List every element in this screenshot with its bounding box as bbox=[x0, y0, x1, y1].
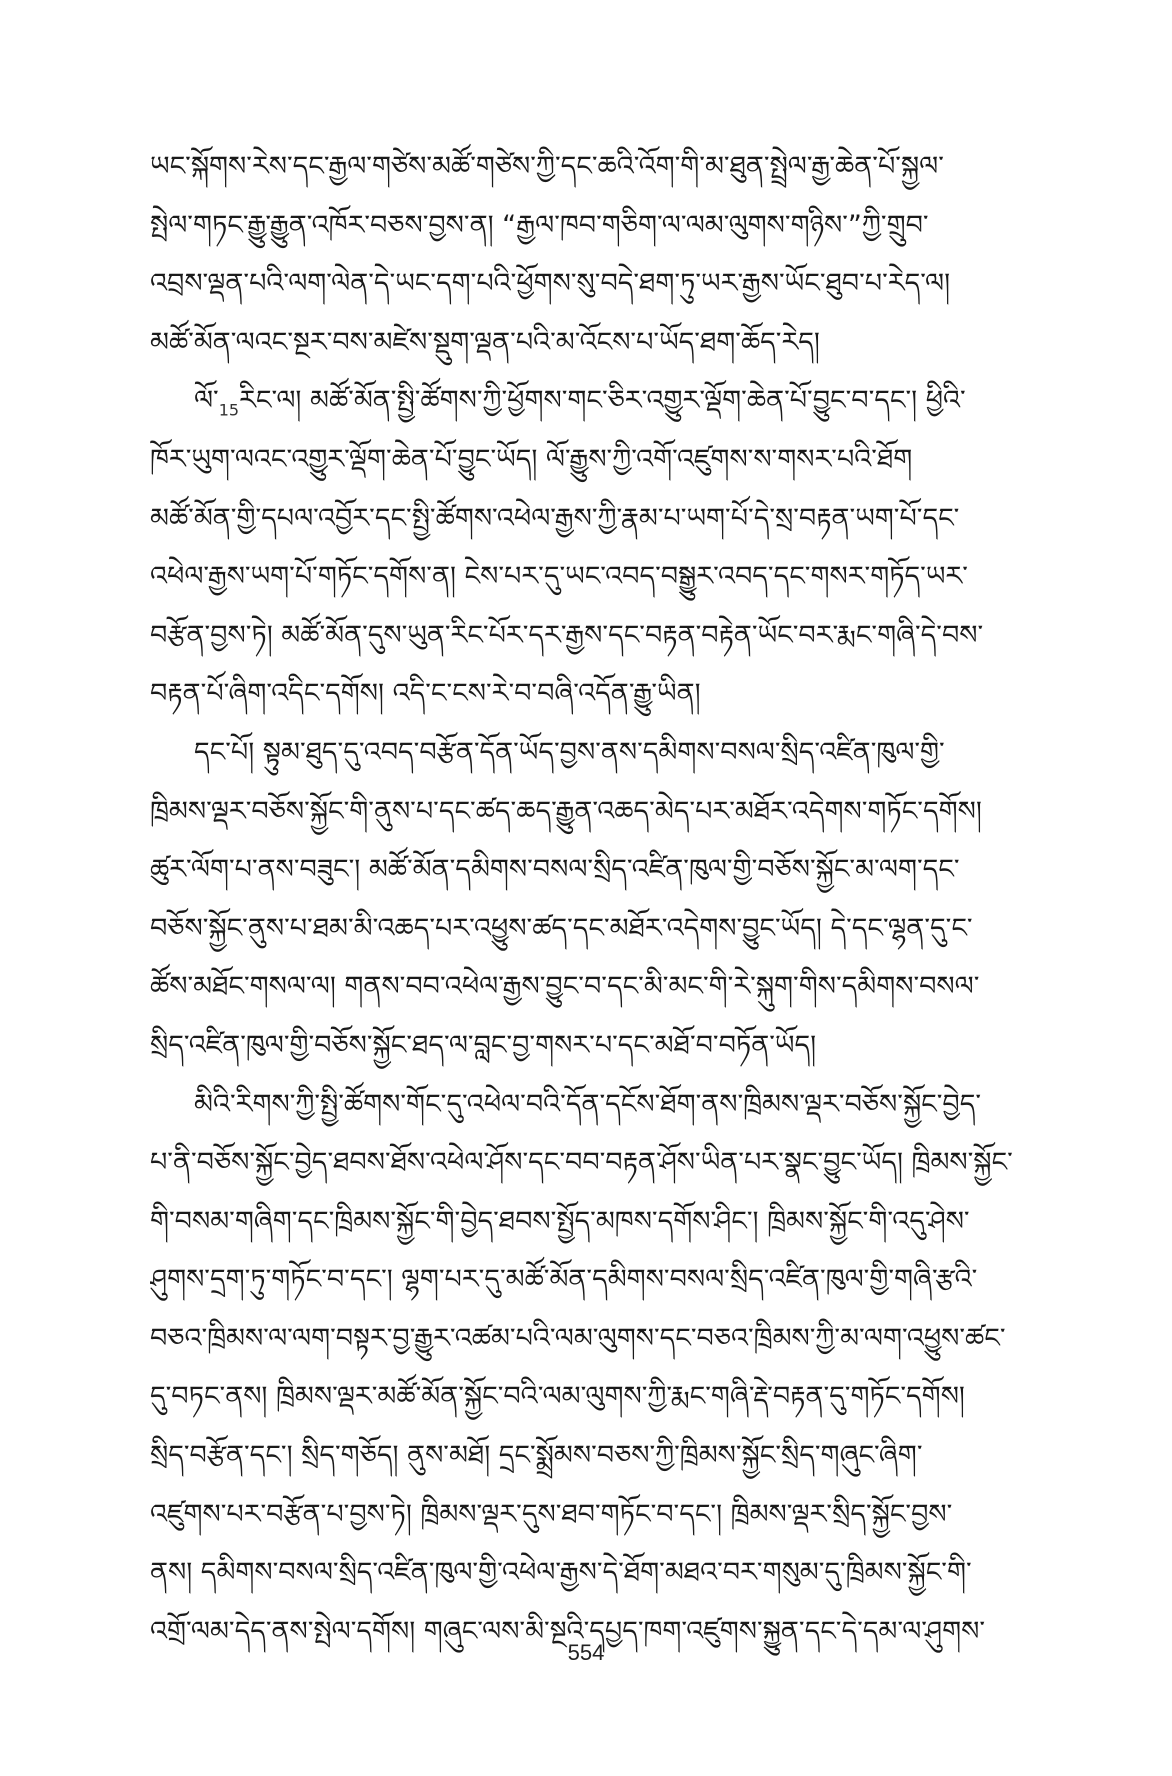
text-line bbox=[150, 548, 1030, 607]
text-line bbox=[150, 314, 1030, 373]
line-text: འགྲོ་ལམ་དེད་ནས་སྤེལ་དགོས། གཞུང་ལས་མི་སྔའི་དཔྱད་ཁག་འཛུགས་སྐྱུན་དང་དེ་དམ་ལ་ཤུགས་ bbox=[150, 1615, 986, 1647]
line-text: བརྩོན་བྱས་ཏེ། མཚོ་མོན་དུས་ཡུན་རིང་པོར་དར་རྒྱས་དང་བརྟན་བརྟེན་ཡོང་བར་རྨང་གཞི་དེ་བས་ bbox=[150, 619, 984, 651]
line-text: བཅའ་ཁྲིམས་ལ་ལག་བསྟར་བྱ་རྒྱུར་འཚམ་པའི་ལམ་ལུགས་དང་བཅའ་ཁྲིམས་ཀྱི་མ་ལག་འཕྱུས་ཚང་ bbox=[150, 1322, 1006, 1354]
line-text: མིའི་རིགས་ཀྱི་སྤྱི་ཚོགས་གོང་དུ་འཕེལ་བའི་དོན་དངོས་ཐོག་ནས་ཁྲིམས་ལྡར་བཅོས་སྐྱོང་བྱེད་ bbox=[194, 1088, 982, 1120]
text-line bbox=[150, 372, 1030, 431]
line-text: སྲིད་འཛིན་ཁུལ་གྱི་བཅོས་སྐྱོང་ཐད་ལ་བླང་བྱ་གསར་པ་དང་མཐོ་བ་བཏོན་ཡོད། bbox=[150, 1029, 817, 1061]
text-line bbox=[150, 1134, 1030, 1193]
text-line bbox=[150, 1193, 1030, 1252]
text-line bbox=[150, 1544, 1030, 1603]
line-text: བཅོས་སྐྱོང་ནུས་པ་ཐམ་མི་འཆད་པར་འཕྱུས་ཚད་དང་མཐོར་འདེགས་བྱུང་ཡོད། དེ་དང་ལྷན་དུ་ང་ bbox=[150, 912, 973, 944]
text-line bbox=[150, 1368, 1030, 1427]
line-text: མཚོ་མོན་ལའང་སྔར་བས་མཛེས་སྡུག་ལྡན་པའི་མ་འོངས་པ་ཡོད་ཐག་ཆོད་རེད། bbox=[150, 326, 820, 358]
text-line bbox=[150, 1427, 1030, 1486]
footnote-number: 15 bbox=[218, 400, 240, 420]
text-line bbox=[150, 197, 1030, 256]
text-line bbox=[150, 783, 1030, 842]
text-line bbox=[150, 1251, 1030, 1310]
line-text: སྲིད་བརྩོན་དང་། སྲིད་གཅོད། ནུས་མཐོ། དྲང་སྨྲོམས་བཅས་ཀྱི་ཁྲིམས་སྐྱོང་སྲིད་གཞུང་ཞིག་ bbox=[150, 1440, 923, 1472]
text-line bbox=[150, 490, 1030, 549]
line-text-continued: རིང་ལ། མཚོ་མོན་སྤྱི་ཚོགས་ཀྱི་ཕྱོགས་གང་ཅིར་འགྱུར་ལྡོག་ཆེན་པོ་བྱུང་བ་དང་། ཕྱིའི་ bbox=[239, 385, 966, 417]
body-text bbox=[150, 138, 1030, 1661]
page-number: 554 bbox=[567, 1640, 605, 1665]
line-text: འབྲས་ལྡན་པའི་ལག་ལེན་དེ་ཡང་དག་པའི་ཕྱོགས་སུ་བདེ་ཐག་ཏུ་ཡར་རྒྱས་ཡོང་ཐུབ་པ་རེད་ལ། bbox=[150, 268, 951, 300]
text-line bbox=[150, 255, 1030, 314]
line-text: ཚོས་མཐོང་གསལ་ལ། གནས་བབ་འཕེལ་རྒྱས་བྱུང་བ་དང་མི་མང་གི་རེ་སྐུག་གིས་དམིགས་བསལ་ bbox=[150, 971, 980, 1003]
text-line bbox=[150, 138, 1030, 197]
line-text: ཚུར་ལོག་པ་ནས་བཟུང་། མཚོ་མོན་དམིགས་བསལ་སྲིད་འཛིན་ཁུལ་གྱི་བཅོས་སྐྱོང་མ་ལག་དང་ bbox=[150, 854, 960, 886]
line-text: མཚོ་མོན་གྱི་དཔལ་འབྱོར་དང་སྤྱི་ཚོགས་འཕེལ་རྒྱས་ཀྱི་རྣམ་པ་ཡག་པོ་དེ་སྲ་བརྟན་ཡག་པོ་དང་ bbox=[150, 502, 960, 534]
line-text: ཡང་སྐོགས་རེས་དང་རྒྱལ་གཙེས་མཚོ་གཙེས་ཀྱི་དང་ཆའི་འོག་གི་མ་ཐུན་སྤྲེལ་རྒྱ་ཆེན་པོ་སྐྱལ་ bbox=[150, 151, 944, 182]
text-line bbox=[150, 665, 1030, 724]
text-line bbox=[150, 1076, 1030, 1135]
line-text: དུ་བཏང་ནས། ཁྲིམས་ལྡར་མཚོ་མོན་སྐྱོང་བའི་ལམ་ལུགས་ཀྱི་རྨང་གཞི་རྡེ་བརྟན་དུ་གཏོང་དགོས། bbox=[150, 1381, 965, 1413]
text-line bbox=[150, 607, 1030, 666]
line-text: ནས། དམིགས་བསལ་སྲིད་འཛིན་ཁུལ་གྱི་འཕེལ་རྒྱས་དེ་ཐོག་མཐའ་བར་གསུམ་དུ་ཁྲིམས་སྐྱོང་གི་ bbox=[150, 1557, 972, 1589]
line-text: བརྟན་པོ་ཞིག་འདིང་དགོས། འདི་ང་ངས་རེ་བ་བཞི་འདོན་རྒྱུ་ཡིན། bbox=[150, 678, 701, 710]
line-text: གི་བསམ་གཞིག་དང་ཁྲིམས་སྐྱོང་གི་བྱེད་ཐབས་སྤྱོད་མཁས་དགོས་ཤིང་། ཁྲིམས་སྐྱོང་གི་འདུ་ཤེས་ bbox=[150, 1205, 970, 1237]
text-line bbox=[150, 1310, 1030, 1369]
line-text: ཤུགས་དྲག་ཏུ་གཏོང་བ་དང་། ལྷག་པར་དུ་མཚོ་མོན་དམིགས་བསལ་སྲིད་འཛིན་ཁུལ་གྱི་གཞི་རྩའི་ bbox=[150, 1264, 978, 1296]
line-text: ཁོར་ཡུག་ལའང་འགྱུར་ལྡོག་ཆེན་པོ་བྱུང་ཡོད། ལོ་རྒྱུས་ཀྱི་འགོ་འཛུགས་ས་གསར་པའི་ཐོག bbox=[150, 443, 913, 475]
line-text: འཕེལ་རྒྱས་ཡག་པོ་གཏོང་དགོས་ན། ངེས་པར་དུ་ཡང་འབད་བསྒྱུར་འབད་དང་གསར་གཏོད་ཡར་ bbox=[150, 561, 968, 593]
text-line bbox=[150, 958, 1030, 1017]
text-line bbox=[150, 900, 1030, 959]
line-text: པ་ནི་བཅོས་སྐྱོང་བྱེད་ཐབས་ཐོས་འཕེལ་ཤོས་དང་བབ་བརྟན་ཤོས་ཡིན་པར་སྣང་བྱུང་ཡོད། ཁྲིམས་སྐྱོང་ bbox=[150, 1147, 1013, 1179]
text-line bbox=[150, 1017, 1030, 1076]
text-line bbox=[150, 841, 1030, 900]
text-line bbox=[150, 1486, 1030, 1545]
line-text: ཁྲིམས་ལྡར་བཅོས་སྐྱོང་གི་ནུས་པ་དང་ཚད་ཆད་རྒྱུན་འཆད་མེད་པར་མཐོར་འདེགས་གཏོང་དགོས། bbox=[150, 795, 982, 827]
line-text: འཛུགས་པར་བརྩོན་པ་བྱས་ཏེ། ཁྲིམས་ལྡར་དུས་ཐབ་གཏོང་བ་དང་། ཁྲིམས་ལྡར་སྲིད་སྐྱོང་བྱས་ bbox=[150, 1498, 953, 1530]
line-text: ལོ་ bbox=[194, 385, 219, 417]
line-text: དང་པོ། སྟུམ་ཐུད་དུ་འབད་བརྩོན་དོན་ཡོད་བྱས་ནས་དམིགས་བསལ་སྲིད་འཛིན་ཁུལ་གྱི་ bbox=[194, 736, 945, 768]
line-text: སྤེལ་གཏང་རྒྱུ་རྒྱུན་འཁོར་བཅས་བྱས་ན། “རྒྱལ་ཁབ་གཅིག་ལ་ལམ་ལུགས་གཉིས་”ཀྱི་གྲུབ་ bbox=[150, 209, 929, 241]
text-line bbox=[150, 431, 1030, 490]
text-line bbox=[150, 724, 1030, 783]
